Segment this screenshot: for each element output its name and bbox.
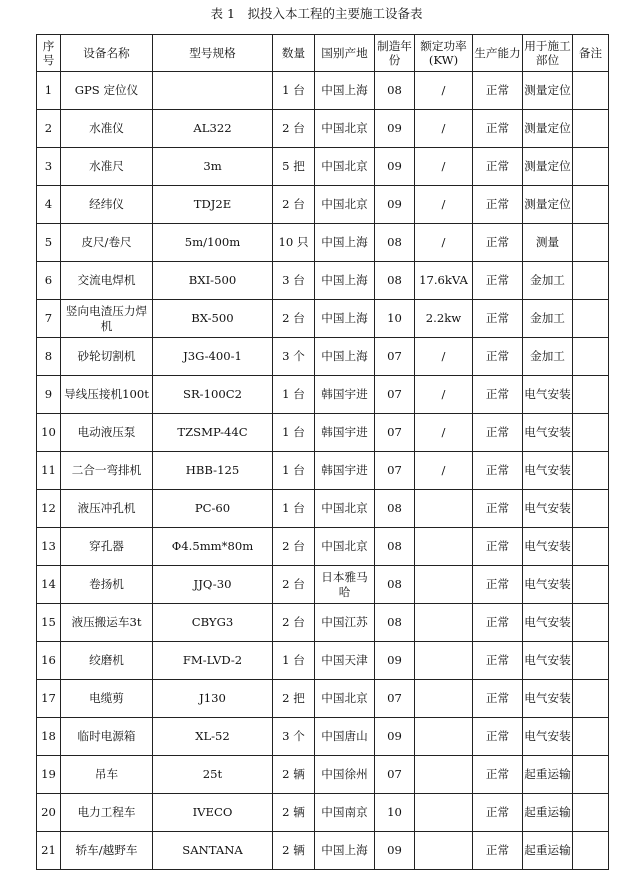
cell-col-capacity: 正常 (473, 832, 523, 870)
table-row (37, 262, 609, 300)
cell-col-power: / (415, 110, 473, 148)
cell-col-qty: 2 辆 (273, 832, 315, 870)
table-row (37, 566, 609, 604)
cell-col-power (415, 604, 473, 642)
cell-col-remark (573, 338, 609, 376)
cell-col-model: CBYG3 (153, 604, 273, 642)
cell-col-no: 18 (37, 718, 61, 756)
cell-col-no: 5 (37, 224, 61, 262)
cell-col-origin: 韩国宇进 (315, 414, 375, 452)
cell-col-name: 皮尺/卷尺 (61, 224, 153, 262)
cell-col-power: / (415, 224, 473, 262)
cell-col-year: 08 (375, 72, 415, 110)
cell-col-origin: 中国上海 (315, 832, 375, 870)
cell-col-power (415, 566, 473, 604)
cell-col-capacity: 正常 (473, 566, 523, 604)
cell-col-capacity: 正常 (473, 414, 523, 452)
cell-col-origin: 中国江苏 (315, 604, 375, 642)
cell-col-no: 15 (37, 604, 61, 642)
table-row (37, 110, 609, 148)
table-row (37, 224, 609, 262)
header-col-model: 型号规格 (153, 35, 273, 72)
cell-col-no: 3 (37, 148, 61, 186)
table-row (37, 794, 609, 832)
cell-col-remark (573, 186, 609, 224)
cell-col-name: 导线压接机100t (61, 376, 153, 414)
cell-col-capacity: 正常 (473, 490, 523, 528)
cell-col-year: 08 (375, 490, 415, 528)
cell-col-year: 10 (375, 794, 415, 832)
cell-col-year: 07 (375, 452, 415, 490)
cell-col-usage: 电气安装 (523, 528, 573, 566)
cell-col-capacity: 正常 (473, 794, 523, 832)
cell-col-year: 08 (375, 528, 415, 566)
cell-col-year: 09 (375, 642, 415, 680)
cell-col-model: FM-LVD-2 (153, 642, 273, 680)
cell-col-power (415, 832, 473, 870)
header-col-year: 制造年份 (375, 35, 415, 72)
cell-col-remark (573, 490, 609, 528)
cell-col-year: 10 (375, 300, 415, 338)
cell-col-capacity: 正常 (473, 262, 523, 300)
table-row (37, 490, 609, 528)
header-col-remark: 备注 (573, 35, 609, 72)
cell-col-origin: 韩国宇进 (315, 376, 375, 414)
cell-col-no: 10 (37, 414, 61, 452)
cell-col-usage: 起重运输 (523, 794, 573, 832)
cell-col-origin: 中国北京 (315, 528, 375, 566)
cell-col-usage: 电气安装 (523, 566, 573, 604)
cell-col-qty: 2 台 (273, 186, 315, 224)
header-col-no: 序号 (37, 35, 61, 72)
cell-col-remark (573, 718, 609, 756)
cell-col-capacity: 正常 (473, 300, 523, 338)
cell-col-usage: 测量定位 (523, 148, 573, 186)
cell-col-no: 14 (37, 566, 61, 604)
cell-col-qty: 1 台 (273, 414, 315, 452)
cell-col-usage: 电气安装 (523, 414, 573, 452)
cell-col-model: Φ4.5mm*80m (153, 528, 273, 566)
cell-col-year: 07 (375, 756, 415, 794)
cell-col-usage: 电气安装 (523, 642, 573, 680)
cell-col-power: / (415, 186, 473, 224)
table-row (37, 832, 609, 870)
cell-col-no: 2 (37, 110, 61, 148)
cell-col-capacity: 正常 (473, 72, 523, 110)
header-col-qty: 数量 (273, 35, 315, 72)
cell-col-usage: 金加工 (523, 338, 573, 376)
cell-col-no: 16 (37, 642, 61, 680)
cell-col-year: 07 (375, 376, 415, 414)
cell-col-origin: 中国上海 (315, 224, 375, 262)
cell-col-power (415, 680, 473, 718)
cell-col-capacity: 正常 (473, 110, 523, 148)
cell-col-qty: 1 台 (273, 642, 315, 680)
cell-col-model: BXI-500 (153, 262, 273, 300)
cell-col-year: 09 (375, 148, 415, 186)
cell-col-origin: 中国南京 (315, 794, 375, 832)
cell-col-name: 穿孔器 (61, 528, 153, 566)
cell-col-usage: 电气安装 (523, 680, 573, 718)
cell-col-qty: 2 台 (273, 566, 315, 604)
cell-col-no: 20 (37, 794, 61, 832)
cell-col-capacity: 正常 (473, 224, 523, 262)
cell-col-model: TDJ2E (153, 186, 273, 224)
cell-col-year: 09 (375, 718, 415, 756)
cell-col-capacity: 正常 (473, 756, 523, 794)
cell-col-year: 07 (375, 414, 415, 452)
table-row (37, 186, 609, 224)
table-row (37, 338, 609, 376)
cell-col-name: 液压搬运车3t (61, 604, 153, 642)
table-row (37, 376, 609, 414)
cell-col-no: 19 (37, 756, 61, 794)
cell-col-qty: 2 台 (273, 110, 315, 148)
cell-col-power (415, 794, 473, 832)
cell-col-name: 液压冲孔机 (61, 490, 153, 528)
cell-col-name: 竖向电渣压力焊机 (61, 300, 153, 338)
cell-col-qty: 2 把 (273, 680, 315, 718)
cell-col-usage: 测量定位 (523, 110, 573, 148)
cell-col-model: TZSMP-44C (153, 414, 273, 452)
cell-col-remark (573, 262, 609, 300)
cell-col-origin: 中国北京 (315, 186, 375, 224)
cell-col-power: / (415, 72, 473, 110)
cell-col-remark (573, 224, 609, 262)
cell-col-name: 绞磨机 (61, 642, 153, 680)
cell-col-origin: 中国徐州 (315, 756, 375, 794)
cell-col-no: 9 (37, 376, 61, 414)
cell-col-capacity: 正常 (473, 642, 523, 680)
header-col-name: 设备名称 (61, 35, 153, 72)
cell-col-no: 21 (37, 832, 61, 870)
cell-col-model: 25t (153, 756, 273, 794)
cell-col-qty: 10 只 (273, 224, 315, 262)
cell-col-usage: 电气安装 (523, 718, 573, 756)
cell-col-model (153, 72, 273, 110)
cell-col-capacity: 正常 (473, 680, 523, 718)
cell-col-year: 07 (375, 338, 415, 376)
cell-col-usage: 电气安装 (523, 604, 573, 642)
cell-col-qty: 3 个 (273, 718, 315, 756)
cell-col-remark (573, 452, 609, 490)
cell-col-qty: 2 台 (273, 528, 315, 566)
table-row (37, 300, 609, 338)
cell-col-remark (573, 72, 609, 110)
cell-col-name: 电缆剪 (61, 680, 153, 718)
cell-col-name: 二合一弯排机 (61, 452, 153, 490)
cell-col-power: / (415, 376, 473, 414)
cell-col-remark (573, 832, 609, 870)
cell-col-capacity: 正常 (473, 376, 523, 414)
cell-col-usage: 电气安装 (523, 452, 573, 490)
cell-col-qty: 1 台 (273, 452, 315, 490)
cell-col-year: 09 (375, 832, 415, 870)
header-col-usage: 用于施工部位 (523, 35, 573, 72)
cell-col-qty: 2 台 (273, 604, 315, 642)
cell-col-usage: 测量定位 (523, 186, 573, 224)
cell-col-origin: 中国上海 (315, 72, 375, 110)
cell-col-year: 09 (375, 186, 415, 224)
cell-col-power (415, 718, 473, 756)
cell-col-remark (573, 756, 609, 794)
equipment-table (36, 34, 609, 870)
cell-col-capacity: 正常 (473, 452, 523, 490)
cell-col-remark (573, 794, 609, 832)
cell-col-usage: 电气安装 (523, 490, 573, 528)
cell-col-usage: 测量 (523, 224, 573, 262)
table-row (37, 148, 609, 186)
cell-col-origin: 韩国宇进 (315, 452, 375, 490)
cell-col-remark (573, 414, 609, 452)
cell-col-power: / (415, 414, 473, 452)
cell-col-model: 5m/100m (153, 224, 273, 262)
cell-col-year: 08 (375, 566, 415, 604)
cell-col-model: AL322 (153, 110, 273, 148)
cell-col-origin: 中国上海 (315, 300, 375, 338)
table-row (37, 680, 609, 718)
cell-col-year: 09 (375, 110, 415, 148)
cell-col-name: 交流电焊机 (61, 262, 153, 300)
cell-col-power: / (415, 452, 473, 490)
cell-col-model: XL-52 (153, 718, 273, 756)
cell-col-name: 电动液压泵 (61, 414, 153, 452)
cell-col-name: 经纬仪 (61, 186, 153, 224)
cell-col-capacity: 正常 (473, 604, 523, 642)
cell-col-model: IVECO (153, 794, 273, 832)
header-col-power: 额定功率(KW) (415, 35, 473, 72)
cell-col-qty: 2 台 (273, 300, 315, 338)
table-row (37, 414, 609, 452)
cell-col-power (415, 642, 473, 680)
cell-col-usage: 金加工 (523, 300, 573, 338)
cell-col-name: 电力工程车 (61, 794, 153, 832)
cell-col-no: 13 (37, 528, 61, 566)
cell-col-capacity: 正常 (473, 186, 523, 224)
cell-col-power: 2.2kw (415, 300, 473, 338)
cell-col-remark (573, 376, 609, 414)
cell-col-origin: 中国天津 (315, 642, 375, 680)
cell-col-remark (573, 300, 609, 338)
cell-col-qty: 5 把 (273, 148, 315, 186)
cell-col-year: 08 (375, 224, 415, 262)
header-col-origin: 国别产地 (315, 35, 375, 72)
cell-col-no: 12 (37, 490, 61, 528)
cell-col-no: 4 (37, 186, 61, 224)
cell-col-remark (573, 566, 609, 604)
cell-col-qty: 1 台 (273, 72, 315, 110)
table-row (37, 756, 609, 794)
cell-col-remark (573, 110, 609, 148)
table-row (37, 604, 609, 642)
cell-col-usage: 金加工 (523, 262, 573, 300)
cell-col-usage: 测量定位 (523, 72, 573, 110)
cell-col-model: SR-100C2 (153, 376, 273, 414)
cell-col-origin: 中国上海 (315, 338, 375, 376)
cell-col-capacity: 正常 (473, 718, 523, 756)
cell-col-remark (573, 642, 609, 680)
cell-col-remark (573, 604, 609, 642)
cell-col-model: J3G-400-1 (153, 338, 273, 376)
cell-col-model: PC-60 (153, 490, 273, 528)
cell-col-remark (573, 148, 609, 186)
cell-col-qty: 2 辆 (273, 756, 315, 794)
cell-col-power (415, 528, 473, 566)
table-row (37, 72, 609, 110)
cell-col-origin: 中国上海 (315, 262, 375, 300)
cell-col-no: 1 (37, 72, 61, 110)
cell-col-model: HBB-125 (153, 452, 273, 490)
header-col-capacity: 生产能力 (473, 35, 523, 72)
cell-col-name: 卷扬机 (61, 566, 153, 604)
cell-col-year: 07 (375, 680, 415, 718)
cell-col-model: JJQ-30 (153, 566, 273, 604)
cell-col-usage: 起重运输 (523, 832, 573, 870)
cell-col-model: SANTANA (153, 832, 273, 870)
cell-col-no: 8 (37, 338, 61, 376)
table-row (37, 528, 609, 566)
cell-col-model: 3m (153, 148, 273, 186)
cell-col-power: 17.6kVA (415, 262, 473, 300)
cell-col-no: 7 (37, 300, 61, 338)
cell-col-capacity: 正常 (473, 528, 523, 566)
cell-col-qty: 1 台 (273, 376, 315, 414)
table-title: 表 1 拟投入本工程的主要施工设备表 (210, 6, 423, 21)
cell-col-power (415, 756, 473, 794)
cell-col-capacity: 正常 (473, 148, 523, 186)
cell-col-model: BX-500 (153, 300, 273, 338)
cell-col-name: 吊车 (61, 756, 153, 794)
cell-col-model: J130 (153, 680, 273, 718)
table-row (37, 718, 609, 756)
cell-col-no: 6 (37, 262, 61, 300)
cell-col-no: 17 (37, 680, 61, 718)
cell-col-name: 水准仪 (61, 110, 153, 148)
cell-col-qty: 1 台 (273, 490, 315, 528)
cell-col-name: GPS 定位仪 (61, 72, 153, 110)
cell-col-year: 08 (375, 262, 415, 300)
cell-col-no: 11 (37, 452, 61, 490)
cell-col-usage: 电气安装 (523, 376, 573, 414)
cell-col-qty: 2 辆 (273, 794, 315, 832)
cell-col-origin: 中国北京 (315, 110, 375, 148)
cell-col-origin: 中国唐山 (315, 718, 375, 756)
cell-col-qty: 3 台 (273, 262, 315, 300)
cell-col-power: / (415, 148, 473, 186)
cell-col-usage: 起重运输 (523, 756, 573, 794)
cell-col-name: 水准尺 (61, 148, 153, 186)
cell-col-name: 轿车/越野车 (61, 832, 153, 870)
cell-col-origin: 中国北京 (315, 490, 375, 528)
cell-col-name: 临时电源箱 (61, 718, 153, 756)
cell-col-remark (573, 528, 609, 566)
table-row (37, 642, 609, 680)
cell-col-name: 砂轮切割机 (61, 338, 153, 376)
cell-col-origin: 日本雅马哈 (315, 566, 375, 604)
cell-col-origin: 中国北京 (315, 680, 375, 718)
cell-col-origin: 中国北京 (315, 148, 375, 186)
cell-col-capacity: 正常 (473, 338, 523, 376)
table-row (37, 452, 609, 490)
cell-col-remark (573, 680, 609, 718)
cell-col-qty: 3 个 (273, 338, 315, 376)
cell-col-year: 08 (375, 604, 415, 642)
header-row (37, 35, 609, 72)
cell-col-power: / (415, 338, 473, 376)
cell-col-power (415, 490, 473, 528)
